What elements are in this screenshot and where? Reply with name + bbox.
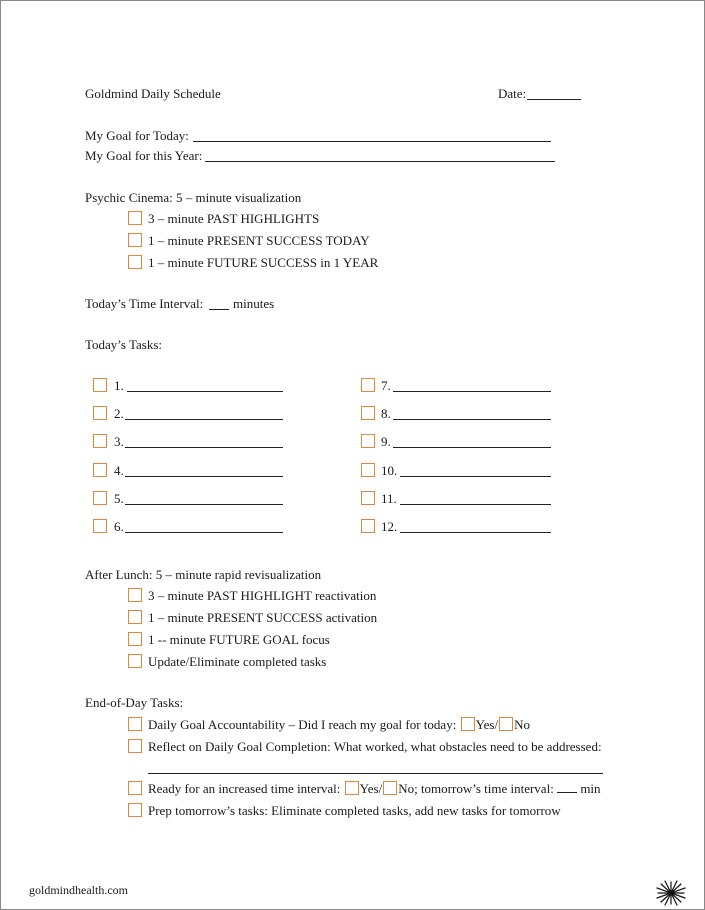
task-field-10[interactable]: [400, 476, 551, 477]
checkbox-ready-no[interactable]: [383, 781, 397, 795]
task-checkbox-10[interactable]: [361, 463, 375, 477]
time-interval-unit: minutes: [233, 296, 275, 311]
task-field-2[interactable]: [125, 419, 283, 420]
after-lunch-item-label: 3 – minute PAST HIGHLIGHT reactivation: [148, 588, 377, 603]
psychic-cinema-heading: Psychic Cinema: 5 – minute visualization: [85, 190, 302, 205]
checkbox-ready-yes[interactable]: [345, 781, 359, 795]
tasks-heading: Today’s Tasks:: [85, 337, 163, 352]
task-number: 7.: [381, 378, 391, 393]
psychic-item-label: 1 – minute FUTURE SUCCESS in 1 YEAR: [148, 255, 379, 270]
psychic-item-label: 1 – minute PRESENT SUCCESS TODAY: [148, 233, 370, 248]
ready-yes-label: Yes/: [359, 781, 383, 796]
checkbox-reflect[interactable]: [128, 739, 142, 753]
task-checkbox-3[interactable]: [93, 434, 107, 448]
task-field-9[interactable]: [393, 447, 551, 448]
task-field-4[interactable]: [125, 476, 283, 477]
checkbox-accountability-no[interactable]: [499, 717, 513, 731]
end-of-day-heading: End-of-Day Tasks:: [85, 695, 184, 710]
date-label: Date:: [498, 86, 527, 101]
task-checkbox-12[interactable]: [361, 519, 375, 533]
checkbox-ready-interval[interactable]: [128, 781, 142, 795]
no-label: No: [514, 717, 530, 732]
checkbox-future-goal[interactable]: [128, 632, 142, 646]
reflect-label: Reflect on Daily Goal Completion: What worked, what obstacles need to be addressed:: [148, 739, 602, 754]
task-checkbox-9[interactable]: [361, 434, 375, 448]
after-lunch-item-label: 1 -- minute FUTURE GOAL focus: [148, 632, 330, 647]
goal-year-field[interactable]: [205, 161, 555, 162]
task-checkbox-1[interactable]: [93, 378, 107, 392]
ready-no-label: No; tomorrow’s time interval:: [398, 781, 554, 796]
goal-year-label: My Goal for this Year:: [85, 148, 203, 163]
ready-interval-row: [148, 781, 601, 797]
checkbox-update-tasks[interactable]: [128, 654, 142, 668]
task-number: 10.: [381, 463, 398, 478]
page-title: Goldmind Daily Schedule: [85, 86, 221, 101]
accountability-label: Daily Goal Accountability – Did I reach my goal for today:: [148, 717, 457, 732]
task-number: 1.: [114, 378, 124, 393]
checkbox-accountability[interactable]: [128, 717, 142, 731]
task-checkbox-4[interactable]: [93, 463, 107, 477]
goal-today-field[interactable]: [193, 141, 551, 142]
task-field-1[interactable]: [127, 391, 283, 392]
checkbox-accountability-yes[interactable]: [461, 717, 475, 731]
ready-unit-label: min: [580, 781, 601, 796]
task-number: 9.: [381, 434, 391, 449]
task-number: 6.: [114, 519, 124, 534]
checkbox-present-success[interactable]: [128, 233, 142, 247]
task-checkbox-11[interactable]: [361, 491, 375, 505]
task-number: 2.: [114, 406, 124, 421]
reflect-field[interactable]: [148, 773, 603, 774]
website-text: goldmindhealth.com: [29, 883, 128, 897]
task-number: 5.: [114, 491, 124, 506]
after-lunch-heading: After Lunch: 5 – minute rapid revisualization: [85, 567, 322, 582]
after-lunch-item-label: 1 – minute PRESENT SUCCESS activation: [148, 610, 378, 625]
task-field-7[interactable]: [393, 391, 551, 392]
task-field-3[interactable]: [125, 447, 283, 448]
time-interval-label: Today’s Time Interval:: [85, 296, 204, 311]
task-number: 11.: [381, 491, 397, 506]
task-number: 4.: [114, 463, 124, 478]
accountability-row: [148, 717, 530, 733]
task-checkbox-6[interactable]: [93, 519, 107, 533]
checkbox-present-activation[interactable]: [128, 610, 142, 624]
task-field-8[interactable]: [393, 419, 551, 420]
ready-label: Ready for an increased time interval:: [148, 781, 341, 796]
checkbox-past-reactivation[interactable]: [128, 588, 142, 602]
task-field-12[interactable]: [400, 532, 551, 533]
starburst-logo-icon: [655, 879, 687, 907]
task-checkbox-7[interactable]: [361, 378, 375, 392]
task-field-5[interactable]: [125, 504, 283, 505]
task-checkbox-5[interactable]: [93, 491, 107, 505]
checkbox-prep-tomorrow[interactable]: [128, 803, 142, 817]
checkbox-future-success[interactable]: [128, 255, 142, 269]
prep-label: Prep tomorrow’s tasks: Eliminate completed tasks, add new tasks for tomorrow: [148, 803, 561, 818]
tomorrow-interval-field[interactable]: [557, 782, 577, 793]
task-number: 12.: [381, 519, 398, 534]
after-lunch-item-label: Update/Eliminate completed tasks: [148, 654, 327, 669]
task-number: 8.: [381, 406, 391, 421]
task-checkbox-2[interactable]: [93, 406, 107, 420]
time-interval-field[interactable]: [209, 309, 229, 310]
task-field-6[interactable]: [125, 532, 283, 533]
psychic-item-label: 3 – minute PAST HIGHLIGHTS: [148, 211, 320, 226]
yes-label: Yes/: [475, 717, 499, 732]
task-number: 3.: [114, 434, 124, 449]
goal-today-label: My Goal for Today:: [85, 128, 189, 143]
task-checkbox-8[interactable]: [361, 406, 375, 420]
checkbox-past-highlights[interactable]: [128, 211, 142, 225]
task-field-11[interactable]: [400, 504, 551, 505]
date-field[interactable]: [527, 99, 581, 100]
